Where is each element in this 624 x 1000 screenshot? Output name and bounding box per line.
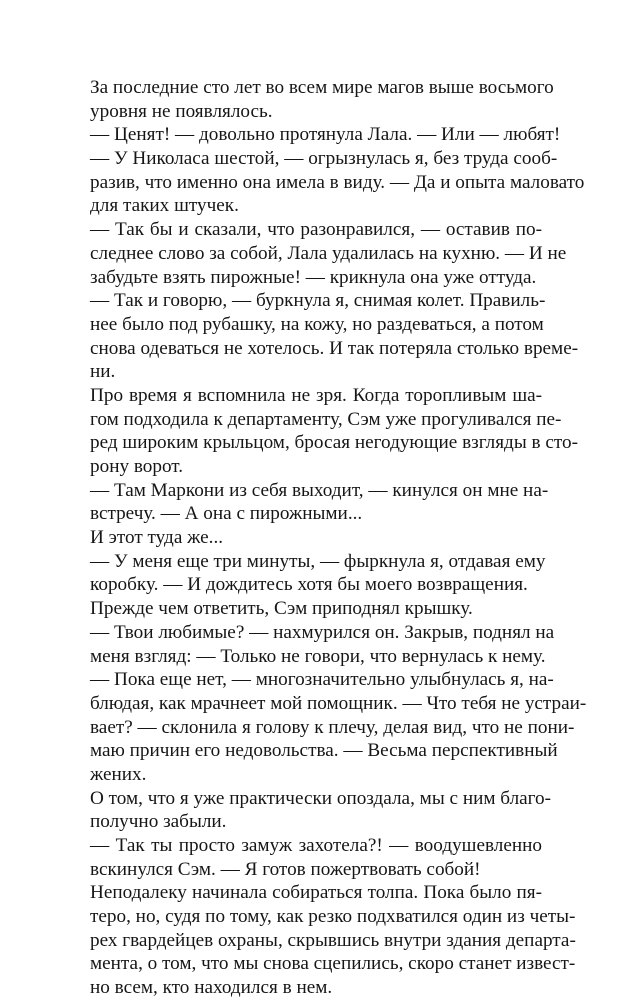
text-line: коробку. — И дождитесь хотя бы моего возвращения. [90,574,528,596]
text-line: маю причин его недовольства. — Весьма перспективный [90,740,558,762]
text-line: рону ворот. [90,456,184,477]
text-line: О том, что я уже практически опоздала, мы с ним благо- [90,787,552,809]
text-line: уровня не появлялось. [90,100,273,122]
text-line: Прежде чем ответить, Сэм приподнял крышку. [90,598,473,620]
paragraph [90,123,561,147]
paragraph [90,550,546,597]
text-line: — Пока еще нет, — многозначительно улыбнулась я, на- [90,669,554,691]
text-line: — У Николаса шестой, — огрызнулась я, без труда сооб- [90,148,558,170]
text-line: — Твои любимые? — нахмурился он. Закрыв, поднял на [90,621,555,643]
text-line: разив, что именно она имела в виду. — Да и опыта маловато [90,171,585,193]
text-line: мента, о том, что мы снова сцепились, скоро станет извест- [90,953,576,975]
text-line: — Так ты просто замуж захотела?! — воодушевленно [90,835,542,856]
text-line: блюдая, как мрачнеет мой помощник. — Что тебя не устраи- [90,692,587,714]
text-line: для таких штучек. [90,195,239,217]
text-line: — Так и говорю, — буркнула я, снимая колет. Правиль- [90,290,546,312]
text-line: встречу. — А она с пирожными... [90,503,363,525]
paragraph [90,76,554,123]
text-line: Про время я вспомнила не зря. Когда торопливым ша- [90,384,542,406]
text-line: — Так бы и сказали, что разонравился, — оставив по- [90,219,542,241]
text-line: меня взгляд: — Только не говори, что вернулась к нему. [90,645,546,667]
paragraph [90,384,578,479]
text-line: нее было под рубашку, на кожу, но раздеваться, а потом [90,313,544,335]
text-line: ни. [90,361,116,383]
paragraph [90,147,585,218]
text-line: но всем, кто находился в нем. [90,977,333,999]
text-line: теро, но, судя по тому, как резко подхватился один из четы- [90,906,576,928]
text-line: вскинулся Сэм. — Я готов пожертвовать собой! [90,858,481,880]
paragraph [90,479,549,526]
paragraph [90,834,542,881]
text-line: — У меня еще три минуты, — фыркнула я, отдавая ему [90,550,546,572]
paragraph [90,597,542,621]
text-line: гом подходила к департаменту, Сэм уже прогуливался пе- [90,408,562,430]
paragraph [90,289,579,384]
text-line: жених. [90,763,147,785]
text-line: забудьте взять пирожные! — крикнула она уже оттуда. [90,266,537,288]
text-line: следнее слово за собой, Лала удалилась на кухню. — И не [90,242,567,264]
text-line: вает? — склонила я голову к плечу, делая вид, что не пони- [90,716,575,738]
book-page [90,76,587,1000]
text-line: рех гвардейцев охраны, скрывшись внутри здания департа- [90,929,576,951]
text-line: получно забыли. [90,811,227,833]
text-line: — Ценят! — довольно протянула Лала. — Или — любят! [90,124,561,146]
paragraph [90,668,587,786]
paragraph [90,218,567,289]
text-line: И этот туда же... [90,527,224,549]
paragraph [90,787,552,834]
text-line: — Там Маркони из себя выходит, — кинулся он мне на- [90,479,549,501]
paragraph [90,881,576,999]
text-line: снова одеваться не хотелось. И так потеряла столько време- [90,337,579,359]
text-line: Неподалеку начинала собираться толпа. Пока было пя- [90,882,542,904]
text-line: ред широким крыльцом, бросая негодующие взгляды в сто- [90,432,578,454]
paragraph [90,526,542,550]
paragraph [90,621,555,668]
text-line: За последние сто лет во всем мире магов выше восьмого [90,77,554,98]
